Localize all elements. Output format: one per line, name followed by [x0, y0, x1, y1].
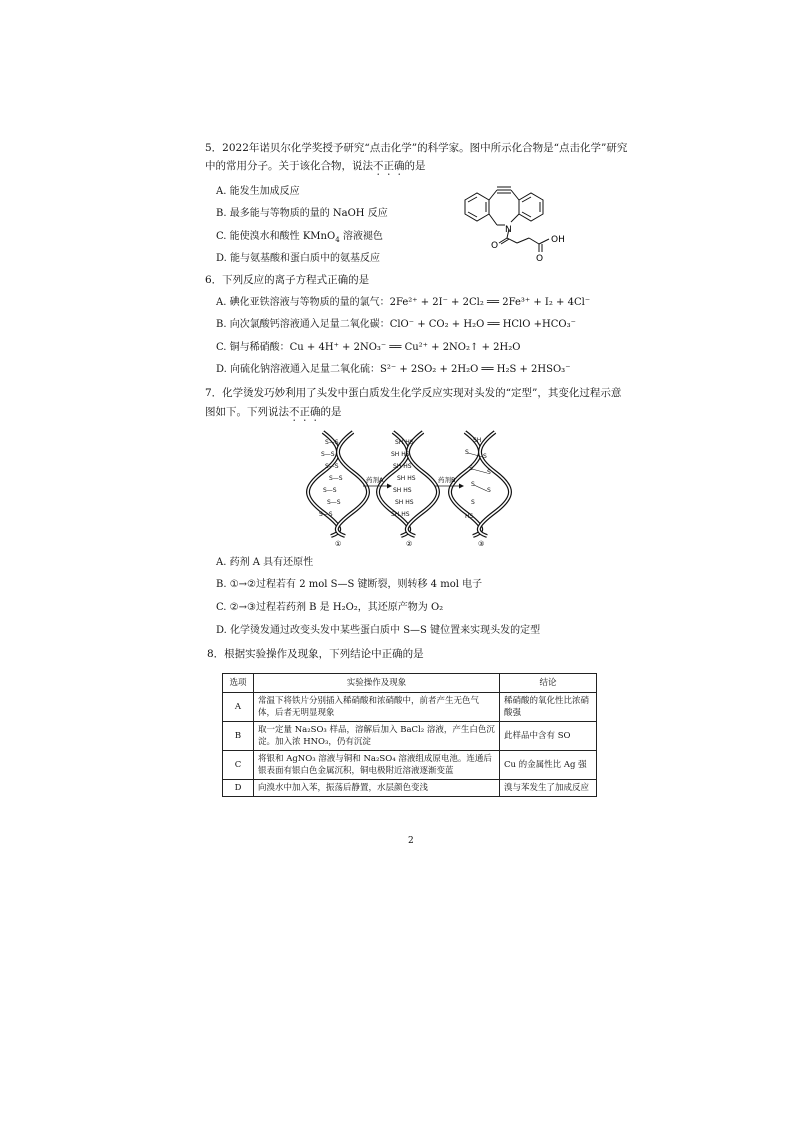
- q5-option-d: D. 能与氨基酸和蛋白质中的氨基反应: [216, 253, 381, 264]
- q5-option-c: [216, 230, 383, 244]
- q5-stem-post: 的是: [404, 160, 426, 172]
- bond-s: S: [465, 449, 469, 456]
- row-conclusion: 溴与苯发生了加成反应: [500, 780, 597, 797]
- q5-stem-line1: 5．2022年诺贝尔化学奖授予研究“点击化学”的科学家。图中所示化合物是“点击化学”研究: [205, 142, 628, 154]
- bond-s: S: [471, 481, 475, 488]
- q6-option-b: B. 向次氯酸钙溶液通入足量二氧化碳：ClO⁻ + CO₂ + H₂O ══ HClO +HCO₃⁻: [216, 319, 576, 330]
- q7-hair-perm-diagram: [305, 430, 515, 548]
- row-conclusion: Cu 的金属性比 Ag 强: [500, 751, 597, 780]
- bond-ss: S—S: [325, 463, 339, 470]
- bond-sh-hs: SH HS: [395, 439, 414, 446]
- q7-option-d: D. 化学烫发通过改变头发中某些蛋白质中 S—S 键位置来实现头发的定型: [216, 625, 541, 636]
- q5-atom-oh: OH: [551, 235, 565, 245]
- bond-sh-hs: SH HS: [391, 451, 410, 458]
- row-option: A: [223, 693, 254, 722]
- q5-molecule-structure: [455, 180, 585, 262]
- table-header-row: [223, 674, 597, 693]
- q8-stem: 8．根据实验操作及现象，下列结论中正确的是: [207, 648, 424, 660]
- figure-label-3: ③: [478, 540, 485, 548]
- q5-option-c-post: 溶液褪色: [339, 231, 383, 242]
- bond-sh-hs: SH HS: [395, 499, 414, 506]
- q7-option-b: B. ①→②过程若有 2 mol S—S 键断裂，则转移 4 mol 电子: [216, 579, 483, 590]
- row-operation: 常温下将铁片分别插入稀硝酸和浓硝酸中，前者产生无色气体，后者无明显现象: [254, 693, 500, 722]
- bond-s: S: [487, 487, 491, 494]
- bond-s: S: [471, 499, 475, 506]
- bond-sh-hs: SH HS: [393, 463, 412, 470]
- q6-option-c: C. 铜与稀硝酸：Cu + 4H⁺ + 2NO₃⁻ ══ Cu²⁺ + 2NO₂↑ + 2H₂O: [216, 342, 521, 353]
- bond-ss: S—S: [329, 475, 343, 482]
- q7-option-c: C. ②→③过程若药剂 B 是 H₂O₂，其还原产物为 O₂: [216, 602, 444, 613]
- q6-stem: 6．下列反应的离子方程式正确的是: [205, 274, 370, 286]
- bond-sh: SH: [473, 437, 482, 444]
- page-number: 2: [408, 836, 414, 846]
- q5-atom-o-acid: O: [536, 254, 544, 262]
- q6-option-a: A. 碘化亚铁溶液与等物质的量的氯气：2Fe²⁺ + 2I⁻ + 2Cl₂ ══ 2Fe³⁺ + I₂ + 4Cl⁻: [216, 297, 591, 308]
- figure-label-1: ①: [335, 540, 342, 548]
- q5-stem-emphasis: 不正确: [373, 160, 405, 172]
- bond-hs: HS: [465, 513, 474, 520]
- q6-option-d: D. 向硫化钠溶液通入足量二氧化硫：S²⁻ + 2SO₂ + 2H₂O ══ H₂S + 2HSO₃⁻: [216, 364, 571, 375]
- helix-1: [308, 432, 368, 536]
- q7-option-a: A. 药剂 A 具有还原性: [216, 557, 314, 568]
- q7-stem-line2: [205, 405, 342, 424]
- row-option: B: [223, 722, 254, 751]
- q5-atom-n: N: [505, 225, 512, 235]
- q5-stem-line2: [205, 159, 426, 178]
- agent-a-label: 药剂A: [366, 476, 384, 484]
- header-conclusion: 结论: [500, 674, 597, 693]
- row-operation: 向溴水中加入苯，振荡后静置，水层颜色变浅: [254, 780, 500, 797]
- q5-stem-pre: 中的常用分子。关于该化合物，说法: [205, 160, 373, 172]
- bond-s: S: [487, 469, 491, 476]
- row-conclusion: 稀硝酸的氧化性比浓硝酸强: [500, 693, 597, 722]
- header-option: 选项: [223, 674, 254, 693]
- row-option: C: [223, 751, 254, 780]
- row-operation: 将银和 AgNO₃ 溶液与铜和 Na₂SO₄ 溶液组成原电池。连通后银表面有银白色金属沉积，铜电极附近溶液逐渐变蓝: [254, 751, 500, 780]
- table-row: [223, 693, 597, 722]
- q5-option-c-sub: 4: [335, 236, 340, 244]
- bond-ss: S—S: [323, 487, 337, 494]
- header-operation: 实验操作及现象: [254, 674, 500, 693]
- bond-s: S: [483, 453, 487, 460]
- table-row: [223, 751, 597, 780]
- row-operation: 取一定量 Na₂SO₃ 样品，溶解后加入 BaCl₂ 溶液，产生白色沉淀。加入浓 HNO₃，仍有沉淀: [254, 722, 500, 751]
- bond-sh-hs: SH HS: [391, 511, 410, 518]
- table-row: [223, 780, 597, 797]
- q5-atom-o-carbonyl: O: [491, 241, 499, 251]
- bond-sh-hs: SH HS: [397, 475, 416, 482]
- bond-ss: S—S: [321, 451, 335, 458]
- q7-stem-pre: 图如下。下列说法: [205, 406, 289, 418]
- q5-option-c-text: C. 能使溴水和酸性 KMnO: [216, 231, 336, 242]
- q5-option-a: A. 能发生加成反应: [216, 186, 300, 197]
- row-option: D: [223, 780, 254, 797]
- bond-ss: S—S: [319, 511, 333, 518]
- bond-sh-hs: SH HS: [393, 487, 412, 494]
- bond-ss: S—S: [327, 499, 341, 506]
- q7-stem-post: 的是: [320, 406, 342, 418]
- bond-s: S: [469, 465, 473, 472]
- figure-label-2: ②: [406, 540, 413, 548]
- q7-stem-emphasis: 不正确: [289, 406, 321, 418]
- q8-experiment-table: [222, 673, 597, 797]
- bond-ss: S—S: [325, 439, 339, 446]
- q5-option-b: B. 最多能与等物质的量的 NaOH 反应: [216, 208, 388, 219]
- q7-stem-line1: 7．化学烫发巧妙利用了头发中蛋白质发生化学反应实现对头发的“定型”，其变化过程示意: [205, 387, 622, 399]
- row-conclusion: 此样品中含有 SO: [500, 722, 597, 751]
- agent-b-label: 药剂B: [438, 476, 456, 484]
- table-row: [223, 722, 597, 751]
